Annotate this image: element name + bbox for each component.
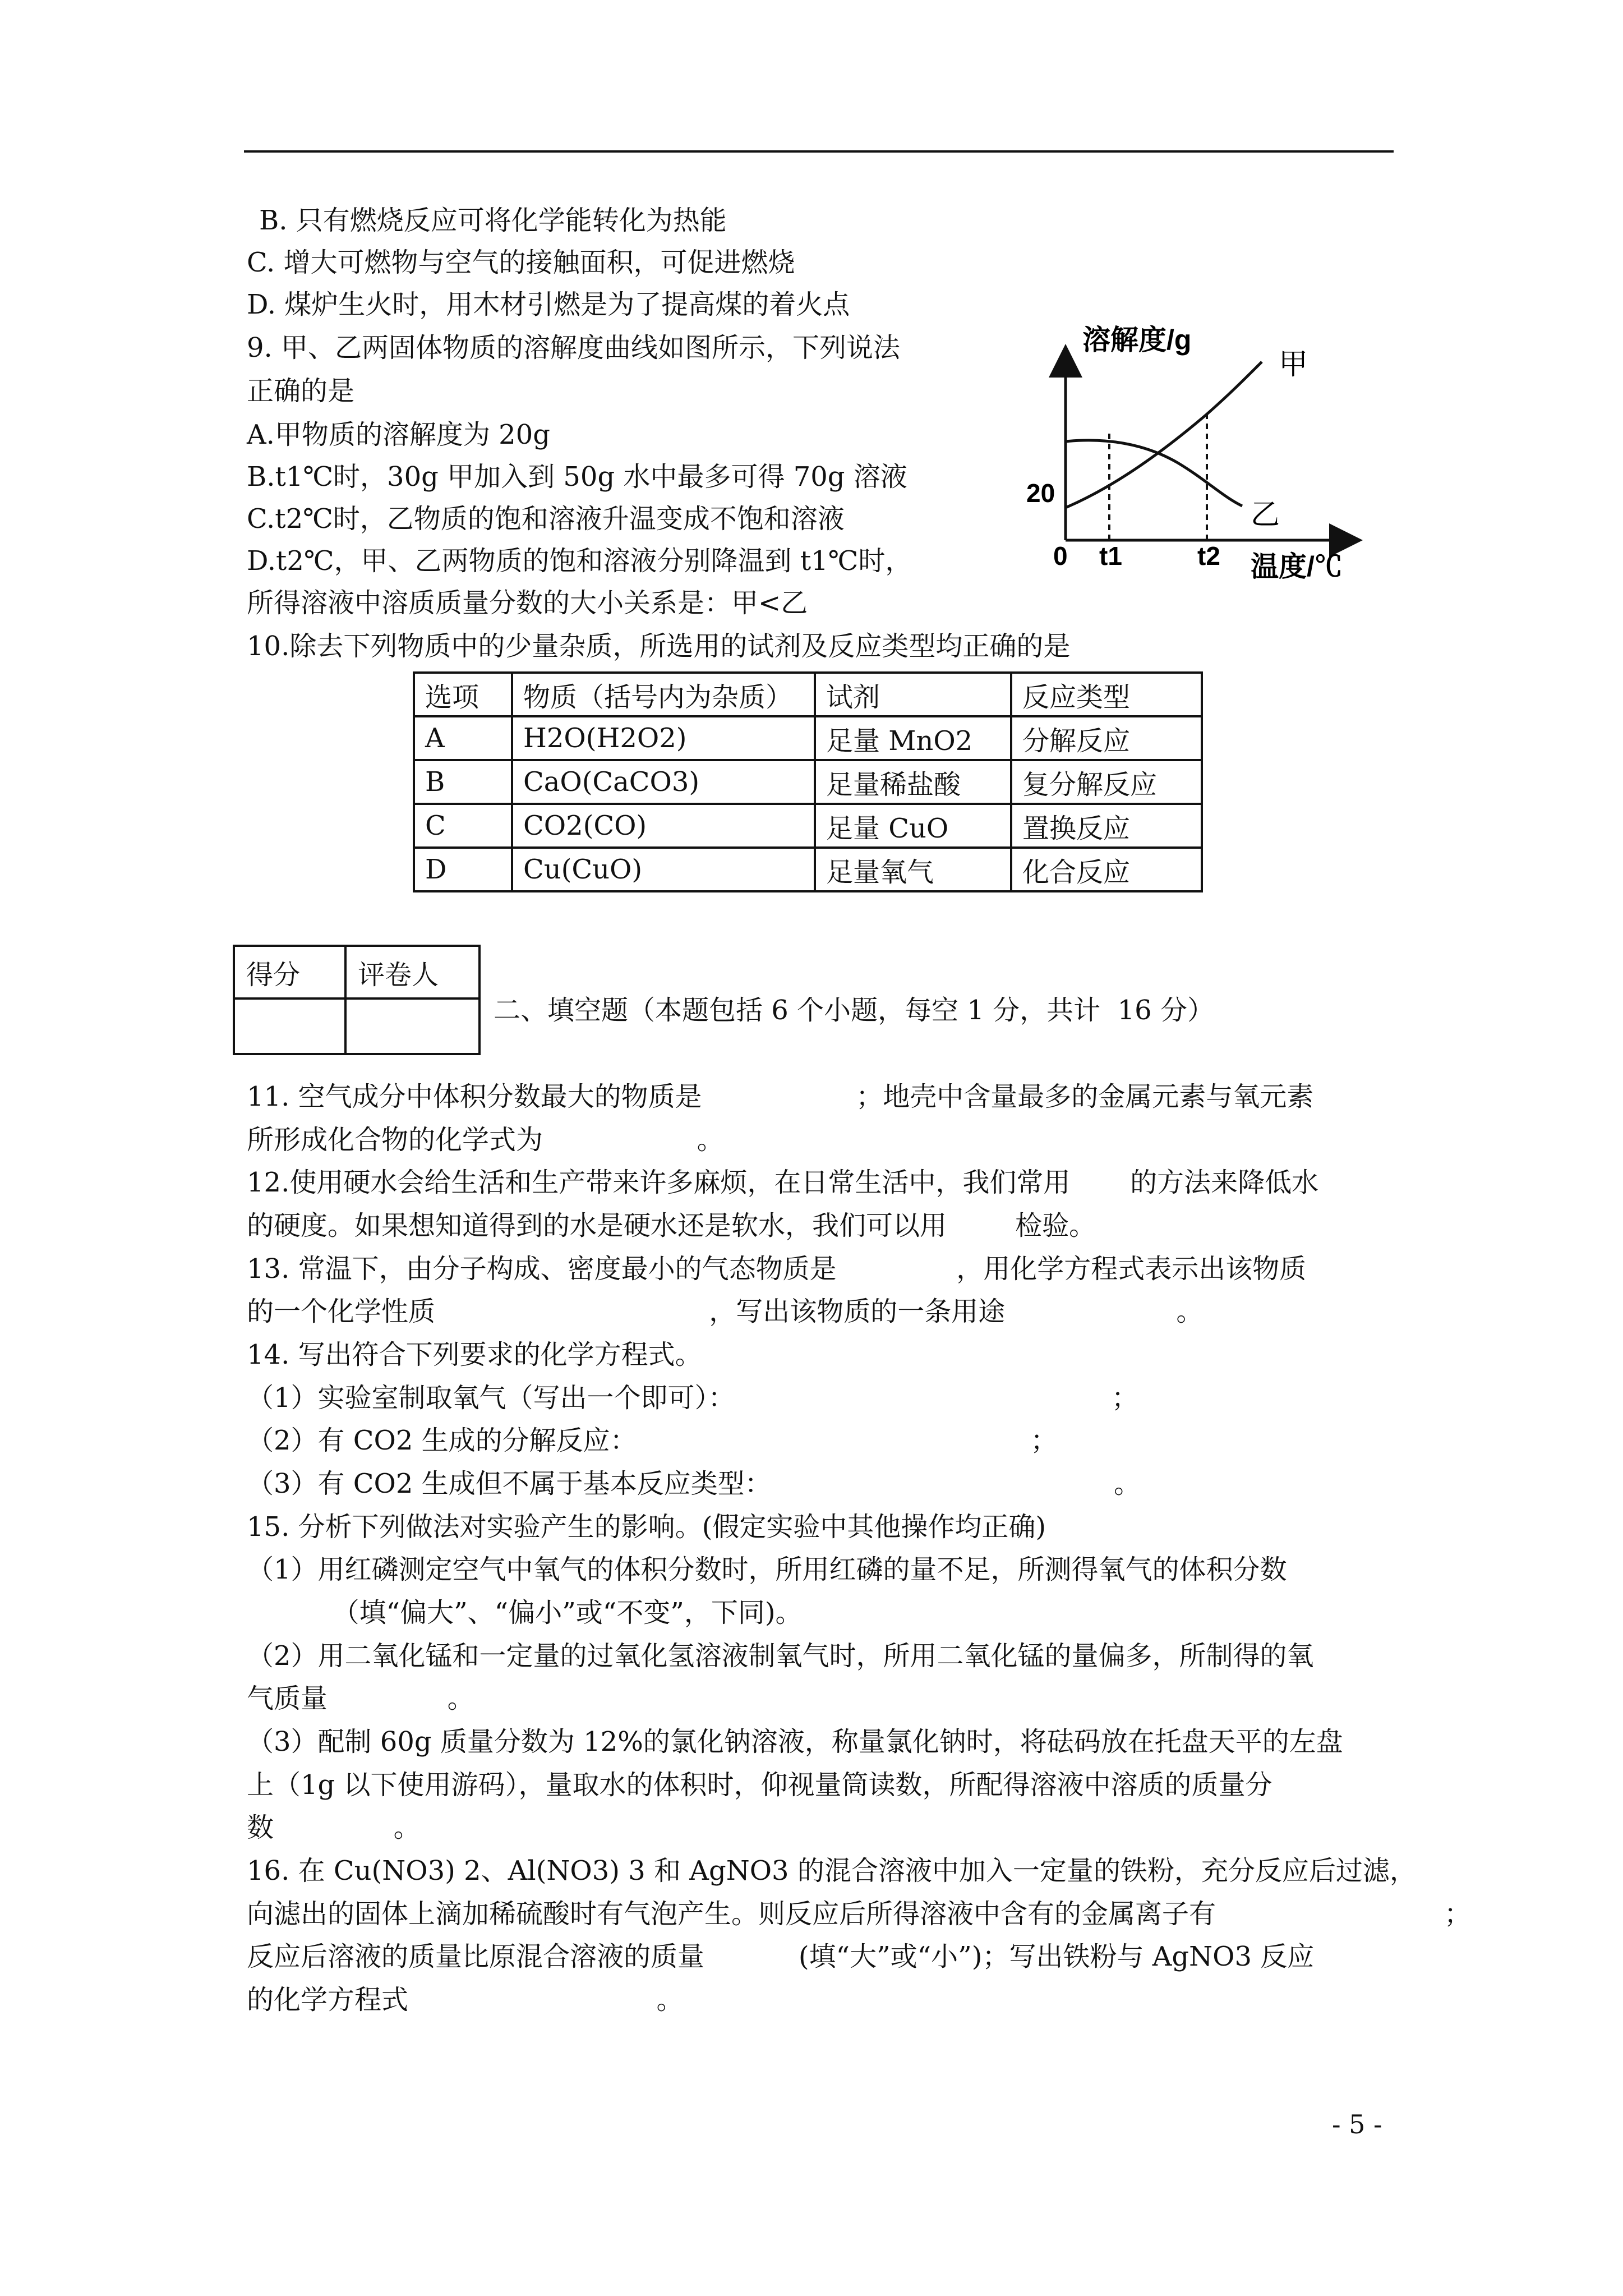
table-cell: B — [414, 760, 512, 804]
question-9-stem: 9. 甲、乙两固体物质的溶解度曲线如图所示，下列说法 — [247, 332, 901, 364]
score-label: 得分 — [234, 946, 345, 999]
curve-jia — [1066, 362, 1262, 508]
question-15-part1-line1: （1）用红磷测定空气中氧气的体积分数时，所用红磷的量不足，所测得氧气的体积分数 — [247, 1554, 1287, 1585]
question-15: 15. 分析下列做法对实验产生的影响。(假定实验中其他操作均正确) — [247, 1511, 1046, 1543]
section-2-title: 二、填空题（本题包括 6 个小题，每空 1 分，共计 16 分） — [494, 995, 1214, 1026]
question-9-stem-cont: 正确的是 — [247, 375, 355, 407]
score-box — [233, 945, 481, 1055]
series-jia-label: 甲 — [1279, 348, 1308, 381]
x-axis-label: 温度/℃ — [1251, 551, 1343, 582]
table-header-cell: 反应类型 — [1011, 673, 1202, 716]
question-16-line4: 的化学方程式 。 — [247, 1984, 684, 2016]
page-number: - 5 - — [1332, 2109, 1382, 2139]
table-cell: 化合反应 — [1011, 848, 1202, 891]
question-14-part1: （1）实验室制取氧气（写出一个即可）： ； — [247, 1382, 1138, 1414]
y-axis-label: 溶解度/g — [1082, 324, 1192, 356]
question-15-part3-line3: 数 。 — [247, 1812, 421, 1843]
table-header-cell: 试剂 — [815, 673, 1011, 716]
table-cell: 置换反应 — [1011, 804, 1202, 848]
table-row — [414, 716, 1202, 760]
origin-label: 0 — [1053, 541, 1068, 570]
question-11-line1: 11. 空气成分中体积分数最大的物质是 ；地壳中含量最多的金属元素与氧元素 — [247, 1081, 1314, 1112]
option-d: D. 煤炉生火时，用木材引燃是为了提高煤的着火点 — [247, 289, 850, 320]
question-15-part1-line2: （填“偏大”、“偏小”或“不变”，下同)。 — [247, 1597, 803, 1628]
table-cell: H2O(H2O2) — [512, 716, 815, 760]
series-yi-label: 乙 — [1251, 498, 1280, 532]
question-15-part3-line1: （3）配制 60g 质量分数为 12%的氯化钠溶液，称量氯化钠时，将砝码放在托盘天平的左盘 — [247, 1726, 1343, 1757]
question-10-stem: 10.除去下列物质中的少量杂质，所选用的试剂及反应类型均正确的是 — [247, 631, 1071, 662]
table-cell: C — [414, 804, 512, 848]
table-cell: D — [414, 848, 512, 891]
table-cell: 足量 MnO2 — [815, 716, 1011, 760]
question-16-line3: 反应后溶液的质量比原混合溶液的质量 (填“大”或“小”)；写出铁粉与 AgNO3 反应 — [247, 1941, 1315, 1972]
header-rule — [244, 150, 1394, 153]
grader-field[interactable] — [345, 999, 479, 1054]
option-c: C. 增大可燃物与空气的接触面积，可促进燃烧 — [247, 247, 795, 278]
question-12-line2: 的硬度。如果想知道得到的水是硬水还是软水，我们可以用 检验。 — [247, 1210, 1096, 1241]
table-header-cell: 物质（括号内为杂质） — [512, 673, 815, 716]
table-cell: A — [414, 716, 512, 760]
question-15-part2-line2: 气质量 。 — [247, 1683, 474, 1714]
table-cell: 足量 CuO — [815, 804, 1011, 848]
question-14: 14. 写出符合下列要求的化学方程式。 — [247, 1339, 702, 1370]
table-row — [414, 848, 1202, 891]
grader-label: 评卷人 — [345, 946, 479, 999]
question-12-line1: 12.使用硬水会给生活和生产带来许多麻烦，在日常生活中，我们常用 的方法来降低水 — [247, 1167, 1319, 1198]
table-row — [414, 804, 1202, 848]
q9-option-c: C.t2℃时，乙物质的饱和溶液升温变成不饱和溶液 — [247, 503, 845, 535]
t1-label: t1 — [1099, 541, 1122, 570]
q9-option-d-cont: 所得溶液中溶质质量分数的大小关系是：甲<乙 — [247, 587, 808, 619]
table-row — [414, 760, 1202, 804]
solubility-graph — [1021, 323, 1380, 586]
question-16-line2: 向滤出的固体上滴加稀硫酸时有气泡产生。则反应后所得溶液中含有的金属离子有 — [247, 1898, 1216, 1930]
table-cell: Cu(CuO) — [512, 848, 815, 891]
question-16-line1: 16. 在 Cu(NO3) 2、Al(NO3) 3 和 AgNO3 的混合溶液中加入一定量的铁粉，充分反应后过滤， — [247, 1855, 1417, 1887]
question-16-line2-end: ； — [1444, 1898, 1472, 1930]
question-13-line1: 13. 常温下，由分子构成、密度最小的气态物质是 ，用化学方程式表示出该物质 — [247, 1253, 1307, 1285]
y-tick-20: 20 — [1026, 478, 1055, 508]
question-15-part3-line2: 上（1g 以下使用游码），量取水的体积时，仰视量筒读数，所配得溶液中溶质的质量分 — [247, 1769, 1272, 1801]
table-cell: 足量氧气 — [815, 848, 1011, 891]
table-cell: 复分解反应 — [1011, 760, 1202, 804]
t2-label: t2 — [1197, 541, 1220, 570]
table-header-cell: 选项 — [414, 673, 512, 716]
option-b: B. 只有燃烧反应可将化学能转化为热能 — [259, 205, 727, 236]
q9-option-d: D.t2℃，甲、乙两物质的饱和溶液分别降温到 t1℃时， — [247, 545, 912, 577]
table-header-row — [414, 673, 1202, 716]
question-14-part2: （2）有 CO2 生成的分解反应： ； — [247, 1425, 1058, 1456]
question-10-table — [413, 671, 1203, 892]
q9-option-a: A.甲物质的溶解度为 20g — [247, 419, 550, 450]
q9-option-b: B.t1℃时，30g 甲加入到 50g 水中最多可得 70g 溶液 — [247, 461, 907, 493]
score-field[interactable] — [234, 999, 345, 1054]
table-cell: CO2(CO) — [512, 804, 815, 848]
question-15-part2-line1: （2）用二氧化锰和一定量的过氧化氢溶液制氧气时，所用二氧化锰的量偏多，所制得的氧 — [247, 1640, 1314, 1672]
question-11-line2: 所形成化合物的化学式为 。 — [247, 1124, 724, 1156]
table-cell: CaO(CaCO3) — [512, 760, 815, 804]
question-13-line2: 的一个化学性质 ，写出该物质的一条用途 。 — [247, 1296, 1204, 1327]
table-cell: 分解反应 — [1011, 716, 1202, 760]
table-cell: 足量稀盐酸 — [815, 760, 1011, 804]
question-14-part3: （3）有 CO2 生成但不属于基本反应类型： 。 — [247, 1468, 1141, 1499]
